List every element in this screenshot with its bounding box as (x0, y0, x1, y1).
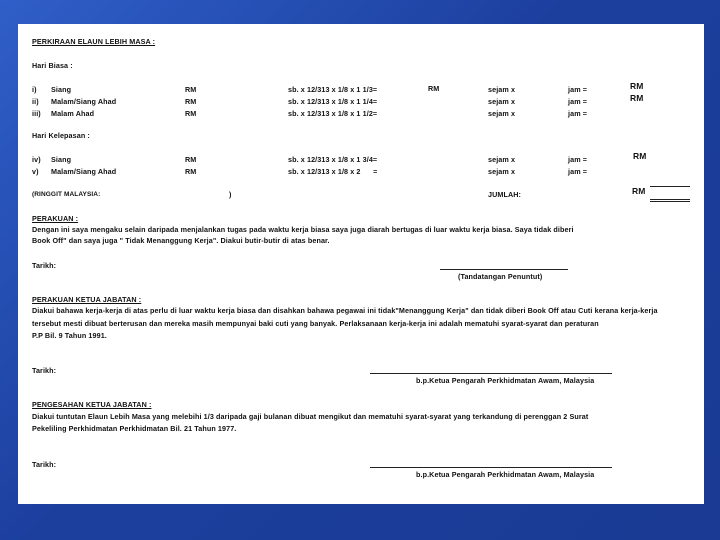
ringgit-close: ) (229, 190, 232, 199)
perakuan-ketua-tarikh-label: Tarikh: (32, 366, 57, 375)
row-sejam: sejam x (488, 97, 516, 106)
pengesahan-text-line-1: Diakui tuntutan Elaun Lebih Masa yang melebihi 1/3 daripada gaji bulanan dibuat mengikut dan mematuhi syarat-syarat yang terkandung di perenggan 2 Surat (32, 412, 589, 421)
perakuan-ketua-heading: PERAKUAN KETUA JABATAN : (32, 295, 142, 304)
perakuan-heading: PERAKUAN : (32, 214, 79, 223)
total-line-top (650, 186, 690, 187)
row-sejam: sejam x (488, 167, 516, 176)
pengesahan-signature-caption: b.p.Ketua Pengarah Perkhidmatan Awam, Malaysia (416, 470, 595, 479)
row-rm: RM (185, 97, 197, 106)
row-label: Malam/Siang Ahad (51, 167, 117, 176)
row-rm-total: RM (630, 93, 644, 103)
row-rm-total: RM (630, 81, 644, 91)
pengesahan-text-line-2: Pekeliling Perkhidmatan Perkhidmatan Bil. 21 Tahun 1977. (32, 424, 237, 433)
row-jam: jam = (568, 109, 588, 118)
perakuan-ketua-text-line-2: tersebut mesti dibuat berterusan dan mereka masih mempunyai baki cuti yang banyak. Perlaksanaan kerja-kerja ini adalah mematuhi syarat-syarat dan peraturan (32, 319, 599, 328)
pengesahan-heading: PENGESAHAN KETUA JABATAN : (32, 400, 152, 409)
row-rm: RM (185, 167, 197, 176)
hari-biasa-heading: Hari Biasa : (32, 61, 73, 70)
row-label: Malam/Siang Ahad (51, 97, 117, 106)
perakuan-text-line-2: Book Off" dan saya juga " Tidak Menanggung Kerja". Diakui butir-butir di atas benar. (32, 236, 330, 245)
row-formula: sb. x 12/313 x 1/8 x 1 3/4= (288, 155, 378, 164)
row-sejam: sejam x (488, 109, 516, 118)
ringgit-label: (RINGGIT MALAYSIA: (32, 191, 101, 198)
row-number: iii) (32, 109, 41, 118)
row-label: Siang (51, 155, 72, 164)
hari-kelepasan-heading: Hari Kelepasan : (32, 131, 90, 140)
total-line-double-2 (650, 201, 690, 202)
row-jam: jam = (568, 97, 588, 106)
row-formula: sb. x 12/313 x 1/8 x 1 1/4= (288, 97, 378, 106)
row-rm: RM (185, 85, 197, 94)
row-rm-rate: RM (428, 84, 440, 93)
form-page (18, 24, 704, 504)
row-rm: RM (185, 155, 197, 164)
jumlah-label: JUMLAH: (488, 190, 522, 199)
penuntut-signature-line (440, 269, 568, 270)
row-jam: jam = (568, 167, 588, 176)
perakuan-ketua-text-line-1: Diakui bahawa kerja-kerja di atas perlu di luar waktu kerja biasa dan disahkan bahawa pegawai ini tidak"Menanggung Kerja" dan tidak diberi Book Off atau Cuti kerana kerja-kerja (32, 306, 658, 315)
row-sejam: sejam x (488, 85, 516, 94)
row-formula: sb. x 12/313 x 1/8 x 1 1/3= (288, 85, 378, 94)
pengesahan-tarikh-label: Tarikh: (32, 460, 57, 469)
row-number: i) (32, 85, 37, 94)
row-label: Siang (51, 85, 72, 94)
row-formula: sb. x 12/313 x 1/8 x 1 1/2= (288, 109, 378, 118)
ketua-signature-line (370, 373, 612, 374)
row-number: iv) (32, 155, 41, 164)
row-jam: jam = (568, 155, 588, 164)
perakuan-text-line-1: Dengan ini saya mengaku selain daripada menjalankan tugas pada waktu kerja biasa saya juga diarah bertugas di luar waktu kerja biasa. Saya tidak diberi (32, 225, 574, 234)
row-rm: RM (185, 109, 197, 118)
perakuan-tarikh-label: Tarikh: (32, 261, 57, 270)
row-number: ii) (32, 97, 39, 106)
row-label: Malam Ahad (51, 109, 95, 118)
row-sejam: sejam x (488, 155, 516, 164)
row-rm-total: RM (633, 151, 647, 161)
form-title: PERKIRAAN ELAUN LEBIH MASA : (32, 37, 156, 46)
jumlah-rm: RM (632, 186, 646, 196)
perakuan-ketua-text-line-3: P.P Bil. 9 Tahun 1991. (32, 331, 107, 340)
total-line-double-1 (650, 199, 690, 200)
row-formula: sb. x 12/313 x 1/8 x 2 = (288, 167, 378, 176)
ketua-signature-caption: b.p.Ketua Pengarah Perkhidmatan Awam, Malaysia (416, 376, 595, 385)
pengesahan-signature-line (370, 467, 612, 468)
row-number: v) (32, 167, 39, 176)
penuntut-signature-caption: (Tandatangan Penuntut) (458, 272, 543, 281)
row-jam: jam = (568, 85, 588, 94)
